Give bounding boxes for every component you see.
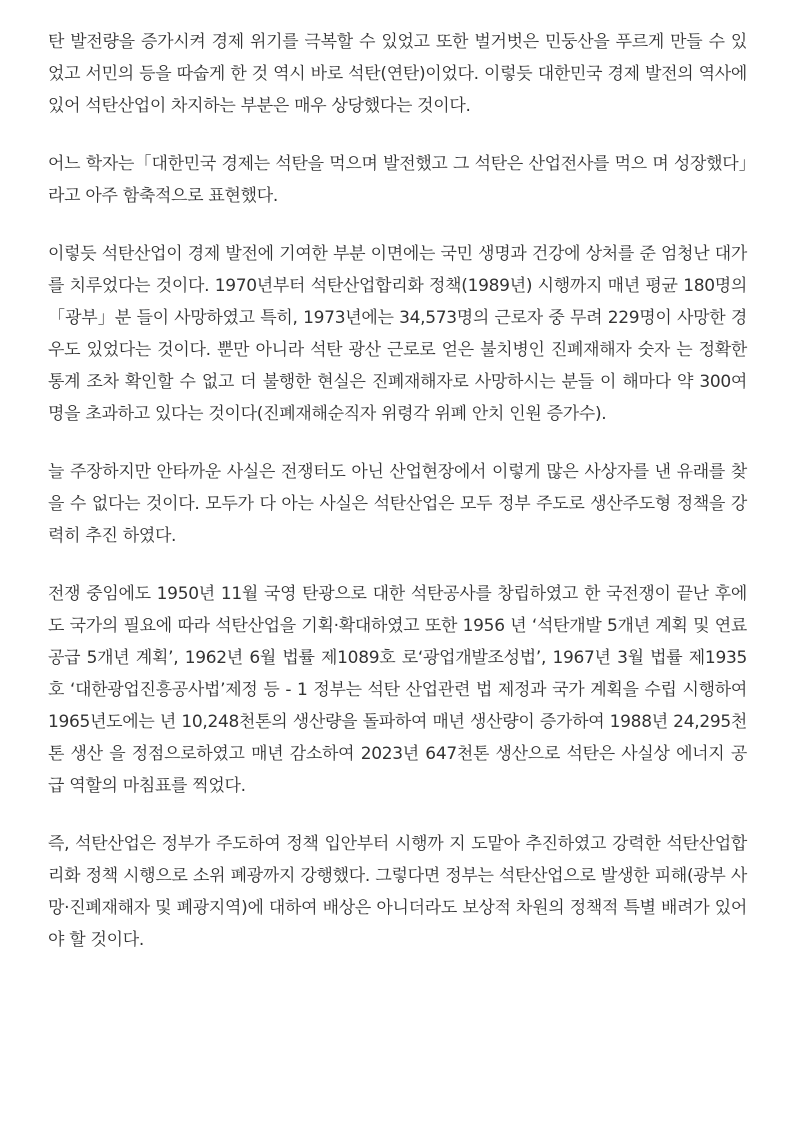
article-body — [48, 26, 747, 982]
paragraph-compensation: 즉, 석탄산업은 정부가 주도하여 정책 입안부터 시행까 지 도맡아 추진하였고 강력한 석탄산업합리화 정책 시행으로 소위 폐광까지 강행했다. 그렇다면 정부는 석탄산업으로 발생한 피해(광부 사망·진폐재해자 및 폐광지역)에 대하여 배상은 아니더라도 보상적 차원의 정책적 특별 배려가 있어야 할 것이다. — [48, 834, 747, 950]
paragraph-history-production: 전쟁 중임에도 1950년 11월 국영 탄광으로 대한 석탄공사를 창립하였고 한 국전쟁이 끝난 후에도 국가의 필요에 따라 석탄산업을 기획·확대하였고 또한 1956 년 ‘석탄개발 5개년 계획 및 연료 공급 5개년 계획’, 1962년 6월 법률 제1089호 로‘광업개발조성법’, 1967년 3월 법률 제1935호 ‘대한광업진흥공사법’제정 등 - 1 정부는 석탄 산업관련 법 제정과 국가 계획을 수립 시행하여 1965년도에는 년 10,248천톤의 생산량을 돌파하여 매년 생산량이 증가하여 1988년 24,295천톤 생산 을 정점으로하였고 매년 감소하여 2023년 647천톤 생산으로 석탄은 사실상 에너지 공급 역할의 마침표를 찍었다. — [48, 584, 748, 796]
paragraph-casualties: 이렇듯 석탄산업이 경제 발전에 기여한 부분 이면에는 국민 생명과 건강에 상처를 준 엄청난 대가를 치루었다는 것이다. 1970년부터 석탄산업합리화 정책(1989년) 시행까지 매년 평균 180명의「광부」분 들이 사망하였고 특히, 1973년에는 34,573명의 근로자 중 무려 229명이 사망한 경 우도 있었다는 것이다. 뿐만 아니라 석탄 광산 근로로 얻은 불치병인 진폐재해자 숫자 는 정확한 통계 조차 확인할 수 없고 더 불행한 현실은 진폐재해자로 사망하시는 분들 이 해마다 약 300여명을 초과하고 있다는 것이다(진폐재해순직자 위령각 위폐 안치 인원 증가수). — [48, 244, 747, 424]
paragraph-scholar-quote: 어느 학자는「대한민국 경제는 석탄을 먹으며 발전했고 그 석탄은 산업전사를 먹으 며 성장했다」라고 아주 함축적으로 표현했다. — [48, 154, 747, 206]
paragraph-government-policy: 늘 주장하지만 안타까운 사실은 전쟁터도 아닌 산업현장에서 이렇게 많은 사상자를 낸 유래를 찾을 수 없다는 것이다. 모두가 다 아는 사실은 석탄산업은 모두 정부 주도로 생산주도형 정책을 강력히 추진 하였다. — [48, 462, 747, 546]
paragraph-coal-contribution: 탄 발전량을 증가시켜 경제 위기를 극복할 수 있었고 또한 벌거벗은 민둥산을 푸르게 만들 수 있었고 서민의 등을 따숩게 한 것 역시 바로 석탄(연탄)이었다. 이렇듯 대한민국 경제 발전의 역사에 있어 석탄산업이 차지하는 부분은 매우 상당했다는 것이다. — [48, 32, 747, 116]
